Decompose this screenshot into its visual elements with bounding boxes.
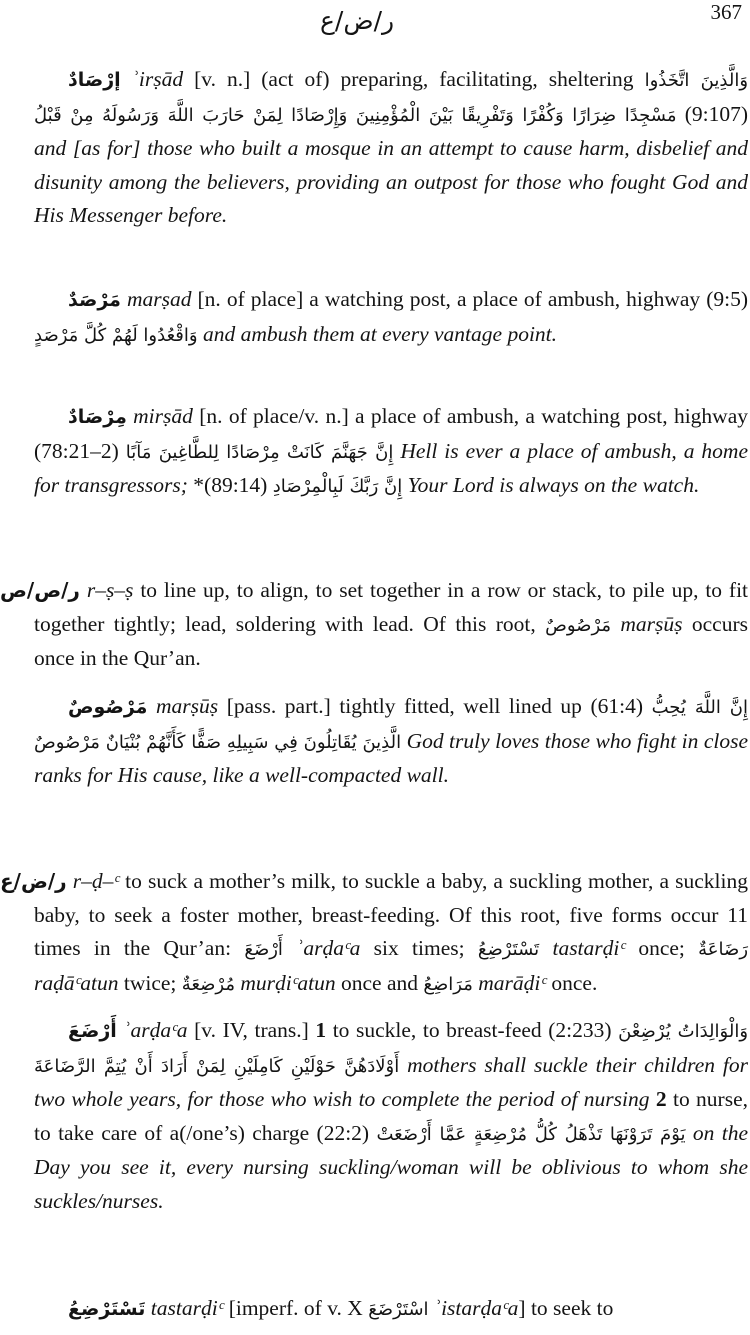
root-meaning: to line up, to align, to set together in a row or stack, to pile up, to fit together tightly; lead, soldering with lead. Of this root, [34, 578, 749, 636]
entry-quote-ar: وَالَّذِينَ اتَّخَذُوا مَسْجِدًا ضِرَارًا وَكُفْرًا وَتَفْرِيقًا بَيْنَ الْمُؤْمِنِينَ وَإِرْصَادًا لِمَنْ حَارَبَ اللَّهَ وَرَسُولَهُ مِنْ قَبْلُ [34, 70, 749, 126]
entry-ref: (61:4) [590, 694, 644, 718]
entry-form-translit: ʾistarḍaᶜa [433, 1296, 519, 1320]
entry-gloss: and ambush them at every vantage point. [202, 321, 558, 346]
entry-tag: [v. n.] (act of) preparing, facilitating, sheltering [194, 67, 634, 91]
form-count: twice; [123, 970, 177, 995]
entry-form-ar: اسْتَرْضَعَ [368, 1299, 429, 1320]
form-ar: رَضَاعَةٌ [698, 939, 749, 960]
form-ar: مَرَاضِعُ [423, 973, 473, 995]
entry-ref-2: (22:2) [316, 1120, 370, 1145]
entry-ref: (9:5) [706, 287, 748, 311]
entry-translit: marṣad [126, 287, 192, 311]
entry-translit: mirṣād [133, 404, 193, 428]
entry-translit: marṣūṣ [155, 694, 219, 718]
form-translit: murḍiᶜatun [240, 970, 336, 995]
form-ar: مُرْضِعَةٌ [181, 973, 235, 995]
entry-gloss: Hell is ever a place of ambush, a home for transgressors; [34, 438, 749, 497]
entry-irsad [34, 63, 748, 233]
root-r-d-c [0, 865, 748, 1001]
entry-tag: [n. of place/v. n.] a place of ambush, a watching post, highway [199, 404, 748, 428]
entry-gloss: mothers shall suckle their children for two whole years, for those who wish to complete the period of nursing [34, 1052, 749, 1111]
form-translit: marāḍiᶜ [478, 970, 546, 995]
sense-text: to nurse, to take care of a(/one’s) charge [34, 1087, 749, 1145]
form-count: once; [638, 936, 685, 960]
entry-quote-ar: إِنَّ جَهَنَّمَ كَانَتْ مِرْصَادًا لِلطَّاغِينَ مَآبًا [125, 441, 394, 463]
root-translit: r–ṣ–ṣ [86, 578, 134, 602]
entry-quote-ar-2: إِنَّ رَبَّكَ لَبِالْمِرْصَادِ [272, 476, 403, 497]
page-number: 367 [710, 0, 742, 24]
form-translit: raḍāᶜatun [34, 970, 119, 995]
entry-headword-ar: إرْصَادٌ [68, 69, 121, 91]
form-ar: أَرْضَعَ [244, 939, 283, 960]
entry-translit: ʾarḍaᶜa [123, 1018, 188, 1042]
entry-tag: [n. of place] a watching post, a place of ambush, highway [197, 287, 701, 311]
entry-headword-ar: مِرْصَادٌ [68, 406, 127, 428]
entry-translit: tastarḍiᶜ [150, 1296, 224, 1320]
sense-number: 2 [655, 1087, 667, 1111]
entry-quote-ar: إِنَّ اللَّهَ يُحِبُّ الَّذِينَ يُقَاتِلُونَ فِي سَبِيلِهِ صَفًّا كَأَنَّهُمْ بُنْيَانٌ مَرْصُوصٌ [34, 697, 749, 753]
running-head-root: ر/ض/ع [320, 6, 395, 35]
root-headword-ar: ر/ض/ع [0, 869, 67, 893]
entry-ref: (2:233) [548, 1018, 612, 1042]
entry-gloss: and [as for] those who built a mosque in an attempt to cause harm, disbelief and disunity among the believers, providing an outpost for those who fought God and His Messenger before. [34, 136, 748, 227]
entry-ref-2: *(89:14) [193, 473, 268, 497]
entry-tag: [v. IV, trans.] [194, 1018, 309, 1042]
root-form-ar: مَرْصُوصٌ [545, 614, 612, 636]
entry-mirsad [34, 400, 748, 504]
entry-tail: ] to seek to [518, 1296, 614, 1320]
root-translit: r–ḍ–ᶜ [72, 869, 120, 893]
entry-gloss-2: on the Day you see it, every nursing suckling/woman will be oblivious to whom she suckles/nurses. [34, 1120, 749, 1213]
root-meaning: to suck a mother’s milk, to suckle a baby, a suckling mother, a suckling baby, to seek a foster mother, breast-feeding. Of this root, five forms occur 11 times in the Qur’an: [34, 869, 749, 960]
entry-tag: [imperf. of v. X [228, 1296, 363, 1320]
root-tail: occurs once in the Qur’an. [34, 611, 749, 670]
form-count: once. [551, 970, 598, 995]
root-r-s-s [0, 574, 748, 676]
entry-quote-ar-2: يَوْمَ تَرَوْنَهَا تَذْهَلُ كُلُّ مُرْضِعَةٍ عَمَّا أَرْضَعَتْ [376, 1123, 686, 1145]
entry-gloss-2: Your Lord is always on the watch. [407, 473, 700, 497]
entry-marsus [34, 690, 748, 793]
form-count: six times; [373, 936, 465, 960]
entry-headword-ar: مَرْصَدٌ [68, 289, 121, 311]
entry-ardaa [34, 1014, 748, 1218]
form-count: once and [341, 970, 419, 995]
entry-quote-ar: وَاقْعُدُوا لَهُمْ كُلَّ مَرْصَدٍ [34, 324, 198, 346]
form-translit: tastarḍiᶜ [552, 936, 626, 960]
entry-headword-ar: تَسْتَرْضِعُ [68, 1298, 146, 1320]
entry-ref: (9:107) [684, 101, 749, 126]
root-headword-ar: ر/ص/ص [0, 578, 80, 602]
entry-ref: (78:21–2) [34, 438, 119, 463]
sense-text: to suckle, to breast-feed [332, 1018, 542, 1042]
entry-tag: [pass. part.] tightly fitted, well lined up [226, 694, 582, 718]
form-translit: ʾarḍaᶜa [296, 936, 361, 960]
entry-quote-ar: وَالْوَالِدَاتُ يُرْضِعْنَ أَوْلَادَهُنَّ حَوْلَيْنِ كَامِلَيْنِ لِمَنْ أَرَادَ أَنْ يُتِمَّ الرَّضَاعَةَ [34, 1021, 749, 1077]
entry-headword-ar: أَرْضَعَ [68, 1020, 117, 1042]
entry-gloss: God truly loves those who fight in close ranks for His cause, like a well-compacted wall. [34, 728, 749, 787]
root-form-translit: marṣūṣ [620, 611, 683, 636]
entry-translit: ʾirṣād [131, 67, 184, 91]
sense-number: 1 [315, 1018, 327, 1042]
entry-tastardi [34, 1292, 748, 1327]
entry-marsad [34, 283, 748, 352]
form-ar: تَسْتَرْضِعُ [477, 939, 540, 960]
entry-headword-ar: مَرْصُوصٌ [68, 696, 148, 718]
